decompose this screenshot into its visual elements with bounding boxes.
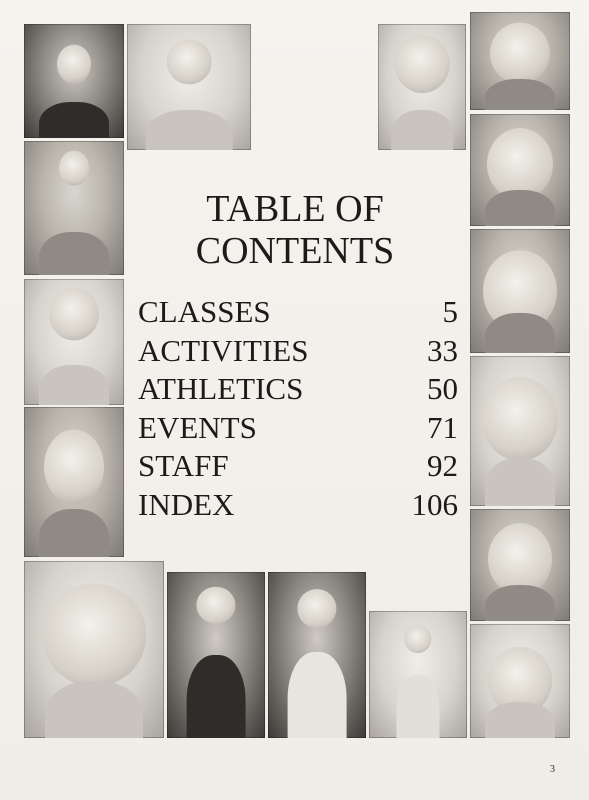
baby-photo-12 (470, 624, 570, 738)
baby-photo-10 (470, 356, 570, 506)
title-line-2: CONTENTS (195, 230, 395, 272)
toc-section: CLASSES (138, 294, 271, 329)
toc-section: ATHLETICS (138, 371, 304, 406)
toc-page: 92 (427, 448, 458, 483)
toc-entry-staff[interactable] (138, 447, 458, 486)
title-line-1: TABLE OF (206, 188, 384, 230)
baby-photo-11 (470, 509, 570, 621)
table-of-contents (138, 293, 458, 524)
page-number: 3 (550, 764, 555, 775)
toc-entry-athletics[interactable] (138, 370, 458, 409)
baby-photo-16 (369, 611, 467, 738)
baby-photo-6 (378, 24, 466, 150)
toc-page: 5 (442, 294, 458, 329)
toc-section: EVENTS (138, 409, 257, 445)
toc-section: INDEX (138, 486, 235, 522)
toc-section: STAFF (138, 448, 229, 483)
toc-section: ACTIVITIES (138, 332, 309, 368)
baby-photo-9 (470, 229, 570, 353)
toc-page: 33 (427, 332, 458, 368)
toc-entry-classes[interactable] (138, 293, 458, 332)
page-title (150, 188, 440, 272)
toc-entry-activities[interactable] (138, 332, 458, 371)
baby-photo-1 (24, 24, 124, 138)
baby-photo-15 (268, 572, 366, 738)
baby-photo-3 (24, 141, 124, 275)
baby-photo-5 (24, 407, 124, 557)
toc-entry-events[interactable] (138, 409, 458, 448)
baby-photo-4 (24, 279, 124, 405)
baby-photo-14 (167, 572, 265, 738)
toc-entry-index[interactable] (138, 486, 458, 525)
toc-page: 106 (411, 486, 458, 522)
baby-photo-7 (470, 12, 570, 110)
baby-photo-2 (127, 24, 251, 150)
baby-photo-8 (470, 114, 570, 226)
toc-page: 71 (427, 409, 458, 445)
baby-photo-13 (24, 561, 164, 738)
toc-page: 50 (427, 371, 458, 406)
